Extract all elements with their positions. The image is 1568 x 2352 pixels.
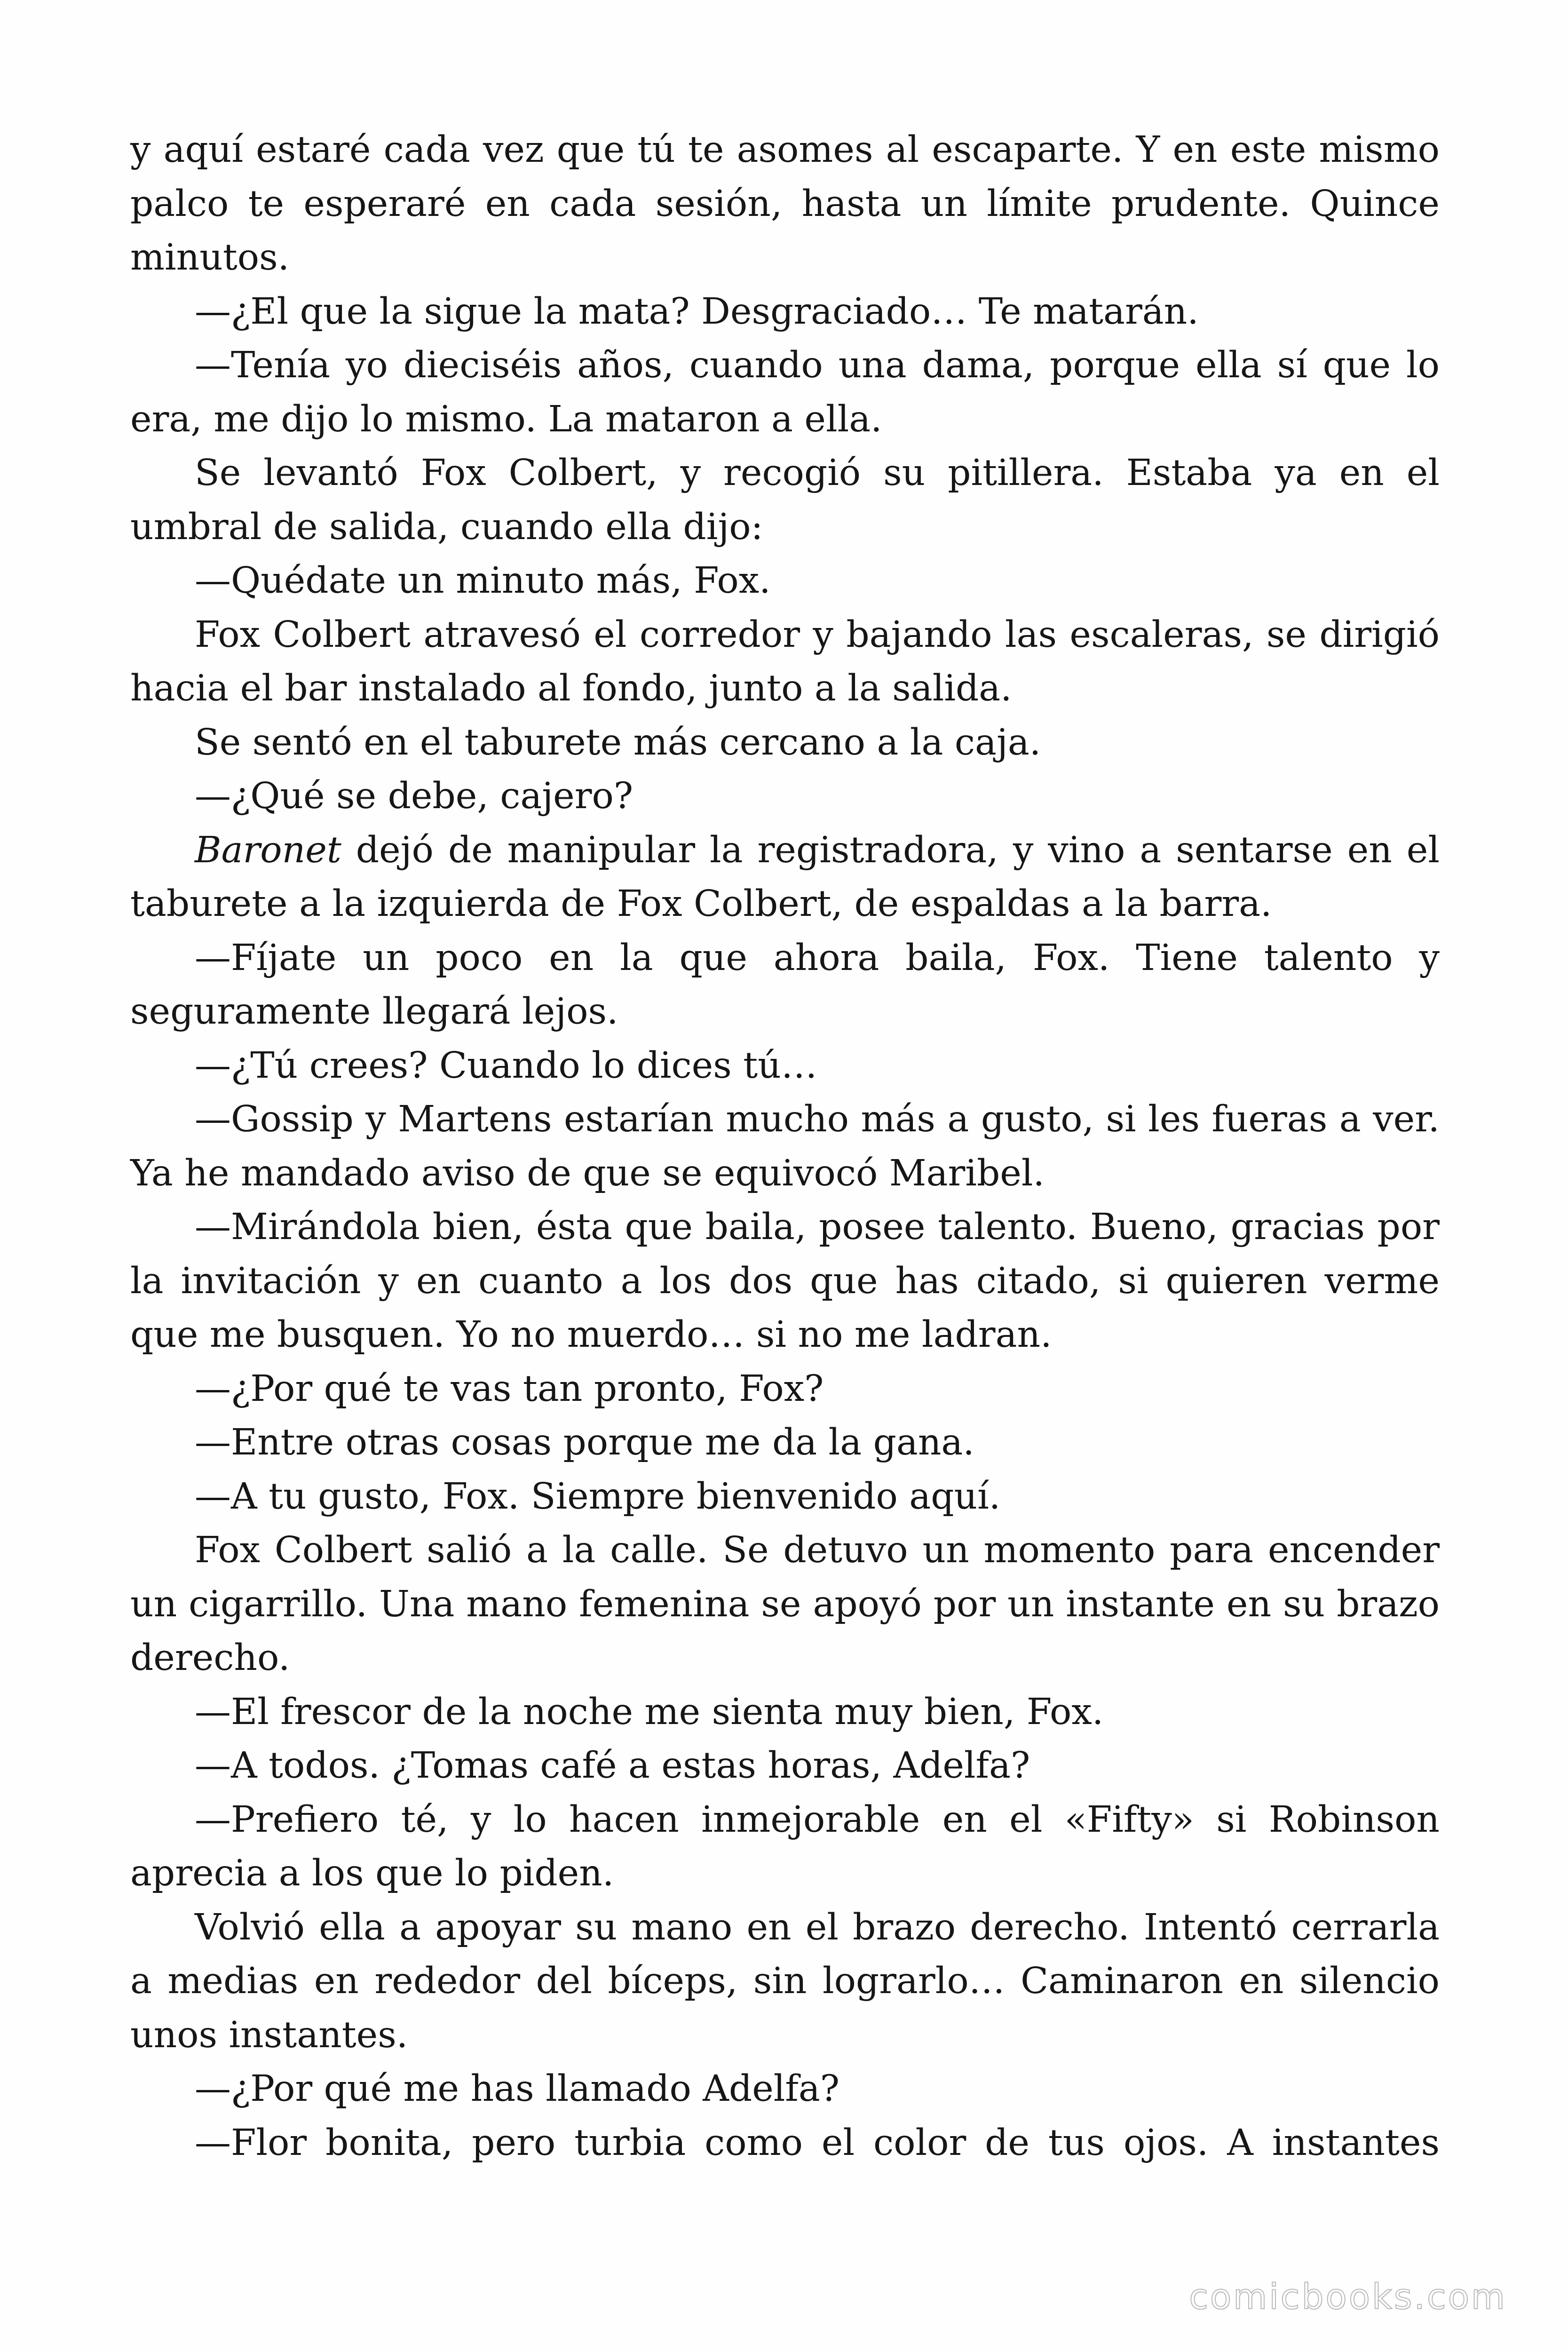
paragraph-1: y aquí estaré cada vez que tú te asomes al escaparte. Y en este mismo palco te esperaré en cada sesión, hasta un límite prudente. Quince minutos. [130, 129, 1440, 278]
watermark-logo: comicbooks.com [1189, 2277, 1507, 2317]
paragraph-15: —Entre otras cosas porque me da la gana. [195, 1422, 974, 1463]
paragraph-2: —¿El que la sigue la mata? Desgraciado… Te matarán. [195, 290, 1199, 333]
paragraph-12: —Gossip y Martens estarían mucho más a gusto, si les fueras a ver. Ya he mandado aviso de que se equivocó Maribel. [130, 1098, 1440, 1194]
paragraph-10: —Fíjate un poco en la que ahora baila, Fox. Tiene talento y seguramente llegará lejos. [130, 937, 1440, 1033]
paragraph-6: Fox Colbert atravesó el corredor y bajando las escaleras, se dirigió hacia el bar instalado al fondo, junto a la salida. [130, 613, 1440, 709]
paragraph-5: —Quédate un minuto más, Fox. [195, 560, 771, 602]
paragraph-16: —A tu gusto, Fox. Siempre bienvenido aquí. [195, 1475, 1001, 1518]
paragraph-22: —¿Por qué me has llamado Adelfa? [195, 2068, 840, 2110]
italic-name: Baronet [195, 829, 341, 871]
paragraph-7: Se sentó en el taburete más cercano a la caja. [195, 721, 1041, 763]
paragraph-23: —Flor bonita, pero turbia como el color de tus ojos. A instantes [195, 2122, 1440, 2164]
paragraph-20: —Prefiero té, y lo hacen inmejorable en el «Fifty» si Robinson aprecia a los que lo piden. [130, 1798, 1440, 1894]
paragraph-9-text: dejó de manipular la registradora, y vino a sentarse en el taburete a la izquierda de Fox Colbert, de espaldas a la barra. [130, 829, 1440, 925]
paragraph-21: Volvió ella a apoyar su mano en el brazo derecho. Intentó cerrarla a medias en rededor del bíceps, sin lograrlo… Caminaron en silencio unos instantes. [130, 1906, 1440, 2056]
paragraph-3: —Tenía yo dieciséis años, cuando una dama, porque ella sí que lo era, me dijo lo mismo. La mataron a ella. [130, 344, 1440, 440]
paragraph-17: Fox Colbert salió a la calle. Se detuvo un momento para encender un cigarrillo. Una mano femenina se apoyó por un instante en su brazo derecho. [130, 1529, 1440, 1679]
paragraph-18: —El frescor de la noche me sienta muy bien, Fox. [195, 1691, 1104, 1733]
paragraph-9 [130, 824, 1440, 931]
paragraph-4: Se levantó Fox Colbert, y recogió su pitillera. Estaba ya en el umbral de salida, cuando ella dijo: [130, 452, 1440, 548]
paragraph-11: —¿Tú crees? Cuando lo dices tú… [195, 1044, 817, 1087]
paragraph-14: —¿Por qué te vas tan pronto, Fox? [195, 1367, 824, 1410]
body-text [130, 123, 1440, 2170]
paragraph-19: —A todos. ¿Tomas café a estas horas, Adelfa? [195, 1745, 1030, 1787]
paragraph-8: —¿Qué se debe, cajero? [195, 775, 634, 817]
paragraph-13: —Mirándola bien, ésta que baila, posee talento. Bueno, gracias por la invitación y en cuanto a los dos que has citado, si quieren verme que me busquen. Yo no muerdo… si no me ladran. [130, 1206, 1440, 1356]
